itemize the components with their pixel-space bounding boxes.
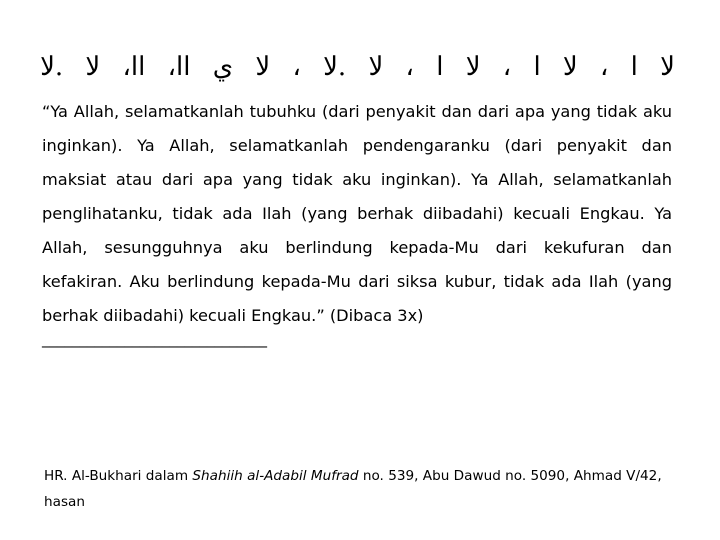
arabic-dua-text: لا ا ، لا ا ، لا ا ، لا .لا ، لا ي اا، اا، لا .لا (40, 52, 675, 82)
separator-line: ______________________________ (42, 330, 267, 348)
reference-prefix: HR. Al-Bukhari dalam (44, 468, 193, 484)
translation-paragraph: “Ya Allah, selamatkanlah tubuhku (dari penyakit dan dari apa yang tidak aku inginkan). Ya Allah, selamatkanlah pendengaranku (dari penyakit dan maksiat atau dari apa yang tidak aku inginkan). Ya Allah, selamatkanlah penglihatanku, tidak ada Ilah (yang berhak diibadahi) kecuali Engkau. Ya Allah, sesungguhnya aku berlindung kepada-Mu dari kekufuran dan kefakiran. Aku berlindung kepada-Mu dari siksa kubur, tidak ada Ilah (yang berhak diibadahi) kecuali Engkau.” (Dibaca 3x) (42, 102, 672, 325)
reference-suffix: no. 539, Abu Dawud no. 5090, Ahmad V/42, hasan (44, 468, 662, 510)
hadith-reference (44, 463, 678, 515)
reference-book-title: Shahiih al-Adabil Mufrad (192, 468, 359, 484)
